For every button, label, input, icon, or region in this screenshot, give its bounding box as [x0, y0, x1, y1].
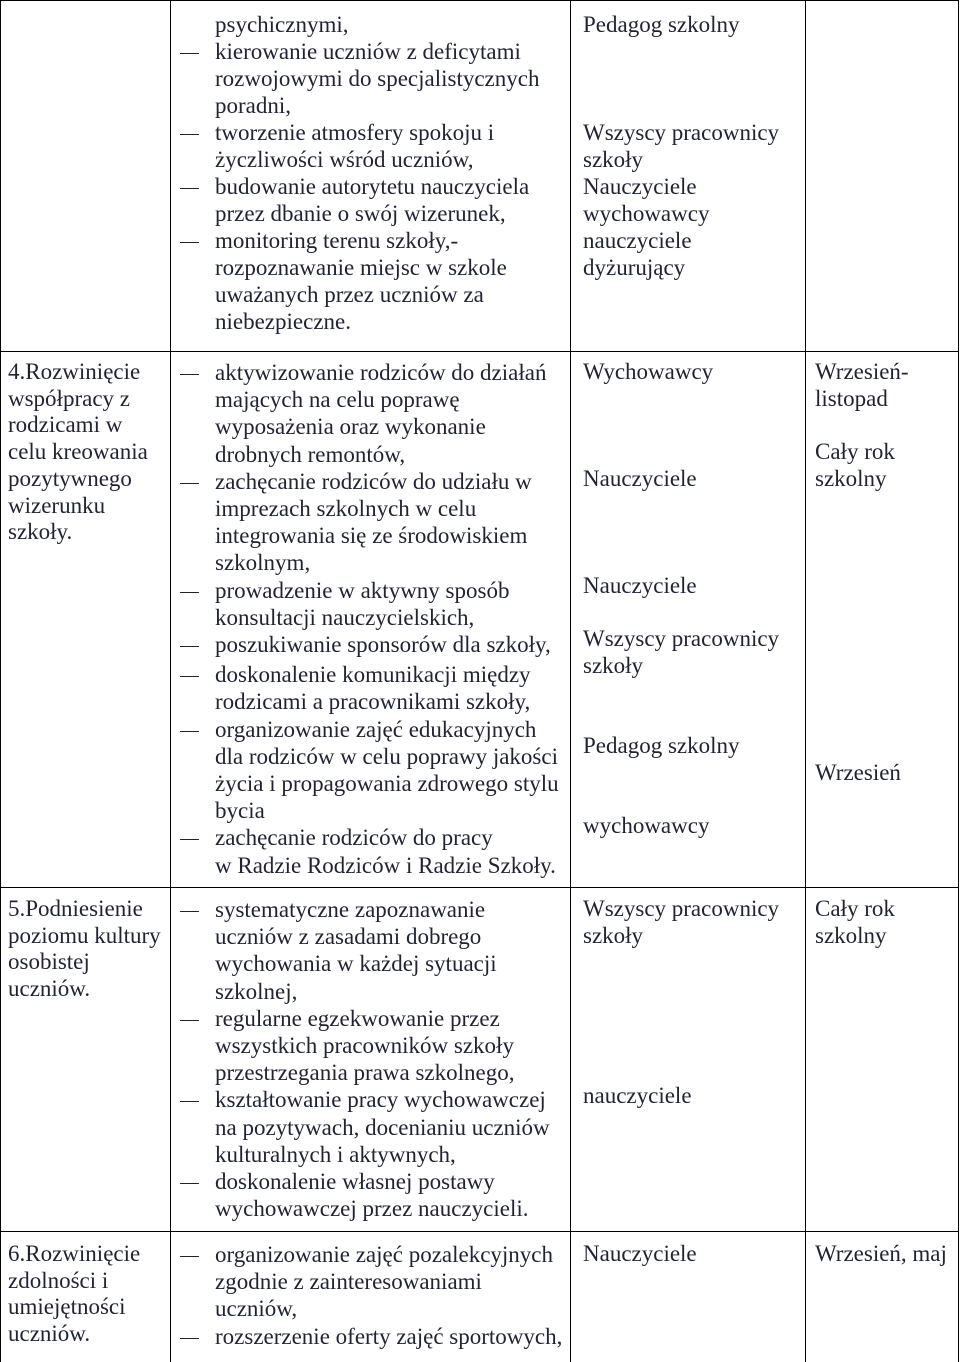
responsible-entry: Wszyscy pracownicy szkoły	[583, 625, 780, 678]
deadline-cell	[805, 1, 959, 351]
tasks-cell	[170, 1, 570, 351]
deadline-cell	[805, 1232, 959, 1362]
responsible-entry: Nauczyciele wychowawcy	[583, 174, 710, 226]
goal-cell	[0, 888, 170, 1231]
deadline-entry: Cały rok szkolny	[815, 896, 895, 948]
responsible-entry: Wszyscy pracownicy szkoły	[583, 120, 780, 172]
goal-text: 6.Rozwinięcie zdolności i umiejętności uczniów.	[8, 1241, 141, 1347]
responsible-entry: Pedagog szkolny	[583, 12, 740, 37]
task-item: zachęcanie rodziców do pracy w Radzie Rodziców i Radzie Szkoły.	[215, 824, 570, 878]
responsible-cell	[570, 888, 805, 1231]
task-item: organizowanie zajęć pozalekcyjnych zgodnie z zainteresowaniami uczniów,	[215, 1241, 570, 1323]
task-item: organizowanie zajęć edukacyjnych dla rodziców w celu poprawy jakości życia i propagowania zdrowego stylu bycia	[215, 716, 570, 825]
deadline-entry: Cały rok szkolny	[815, 439, 895, 491]
responsible-entry: Nauczyciele	[583, 465, 697, 491]
task-item: budowanie autorytetu nauczyciela przez dbanie o swój wizerunek,	[215, 173, 570, 227]
task-item: kierowanie uczniów z deficytami rozwojowymi do specjalistycznych poradni,	[215, 38, 570, 119]
deadline-entry: Wrzesień- listopad	[815, 359, 909, 411]
task-item: rozszerzenie oferty zajęć sportowych,	[215, 1323, 570, 1350]
table-row	[0, 1231, 959, 1362]
task-item: doskonalenie komunikacji między rodzicami a pracownikami szkoły,	[215, 661, 570, 715]
table-row	[0, 0, 959, 351]
deadline-cell	[805, 352, 959, 887]
goal-text: 5.Podniesienie poziomu kultury osobistej uczniów.	[8, 896, 161, 1002]
task-item: doskonalenie własnej postawy wychowawczej przez nauczycieli.	[215, 1168, 570, 1222]
task-item: prowadzenie w aktywny sposób konsultacji nauczycielskich,	[215, 577, 570, 631]
goal-text: 4.Rozwinięcie współpracy z rodzicami w celu kreowania pozytywnego wizerunku szkoły.	[8, 359, 148, 545]
responsible-entry: Wszyscy pracownicy szkoły	[583, 896, 780, 948]
tasks-cell	[170, 1232, 570, 1362]
table-row	[0, 887, 959, 1231]
task-item: regularne egzekwowanie przez wszystkich pracowników szkoły przestrzegania prawa szkolnego,	[215, 1005, 570, 1087]
task-item: zachęcanie rodziców do udziału w imprezach szkolnych w celu integrowania się ze środowiskiem szkolnym,	[215, 468, 570, 577]
responsible-entry: Wychowawcy	[583, 359, 714, 384]
task-item: poszukiwanie sponsorów dla szkoły,	[215, 631, 570, 658]
tasks-cell	[170, 888, 570, 1231]
responsible-cell	[570, 1232, 805, 1362]
deadline-entry: Wrzesień, maj	[815, 1241, 947, 1266]
goal-cell	[0, 1, 170, 351]
task-item: monitoring terenu szkoły,- rozpoznawanie miejsc w szkole uważanych przez uczniów za niebezpieczne.	[215, 227, 570, 335]
task-item: aktywizowanie rodziców do działań mających na celu poprawę wyposażenia oraz wykonanie drobnych remontów,	[215, 359, 570, 468]
responsible-cell	[570, 1, 805, 351]
task-continuation: psychicznymi,	[215, 12, 349, 37]
deadline-entry: Wrzesień	[815, 759, 901, 785]
tasks-cell	[170, 352, 570, 887]
goal-cell	[0, 352, 170, 887]
task-item: tworzenie atmosfery spokoju i życzliwości wśród uczniów,	[215, 119, 570, 173]
deadline-cell	[805, 888, 959, 1231]
responsible-cell	[570, 352, 805, 887]
responsible-entry: Nauczyciele	[583, 572, 697, 598]
task-item: systematyczne zapoznawanie uczniów z zasadami dobrego wychowania w każdej sytuacji szkolnej,	[215, 896, 570, 1005]
goal-cell	[0, 1232, 170, 1362]
responsible-entry: Pedagog szkolny	[583, 732, 740, 758]
responsible-entry: nauczyciele	[583, 1082, 692, 1108]
responsible-entry: Nauczyciele	[583, 1241, 697, 1266]
task-item: kształtowanie pracy wychowawczej na pozytywach, docenianiu uczniów kulturalnych i aktywnych,	[215, 1086, 570, 1168]
responsible-entry: nauczyciele dyżurujący	[583, 228, 692, 280]
table-row	[0, 351, 959, 887]
responsible-entry: wychowawcy	[583, 812, 710, 838]
